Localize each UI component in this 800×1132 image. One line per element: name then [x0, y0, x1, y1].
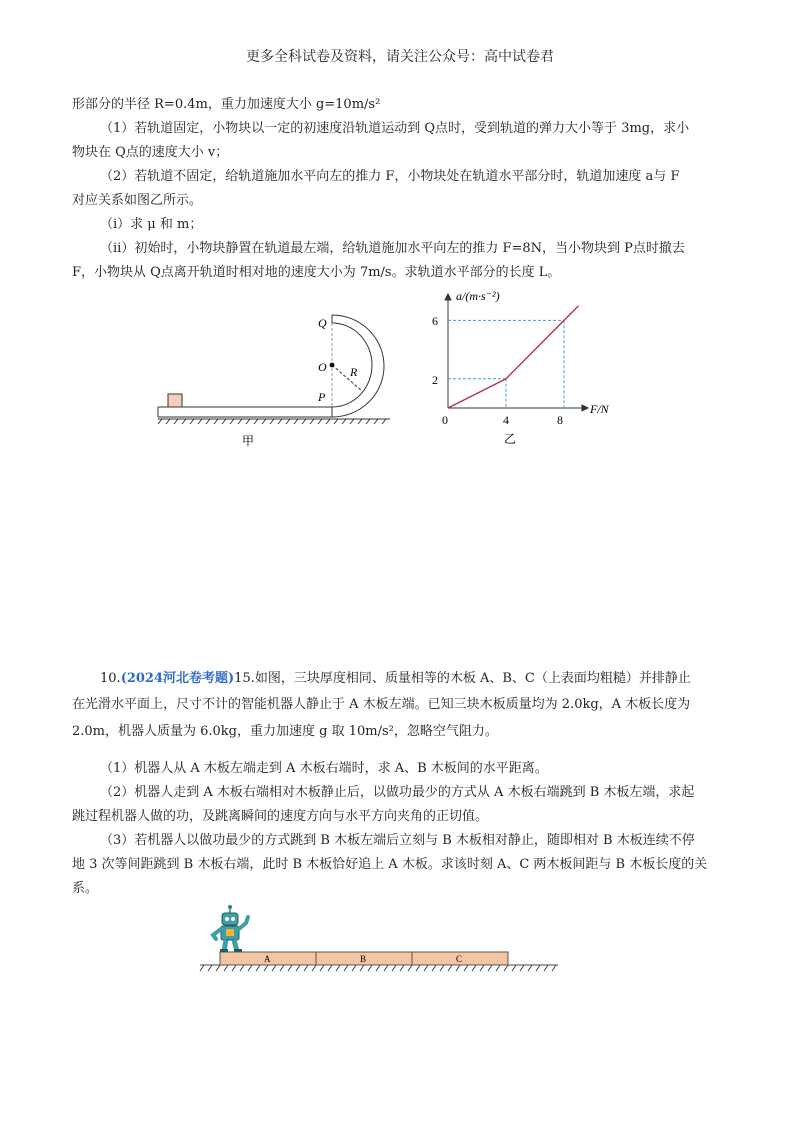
x-tick-4: 4 [503, 413, 509, 427]
caption-jia: 甲 [242, 434, 255, 448]
q10-line-7: （3）若机器人以做功最少的方式跳到 B 木板左端后立刻与 B 木板相对静止，随即相对 B 木板连续不停 [100, 833, 695, 848]
y-tick-2: 2 [432, 373, 438, 387]
board-C-label: C [456, 954, 463, 964]
q10-line-8: 地 3 次等间距跳到 B 木板右端，此时 B 木板恰好追上 A 木板。求该时刻 A、C 两木板间距与 B 木板长度的关 [72, 857, 708, 872]
x-tick-8: 8 [557, 413, 563, 427]
q9-line-4: 对应关系如图乙所示。 [72, 193, 203, 208]
caption-yi: 乙 [504, 432, 517, 446]
q10-line-4: （1）机器人从 A 木板左端走到 A 木板右端时，求 A、B 木板间的水平距离。 [100, 761, 548, 776]
q9-line-3: （2）若轨道不固定，给轨道施加水平向左的推力 F，小物块处在轨道水平部分时，轨道加速度 a与 F [100, 169, 680, 184]
y-axis-label: a/(m·s⁻²) [456, 289, 500, 303]
q9-line-6: （ii）初始时，小物块静置在轨道最左端，给轨道施加水平向左的推力 F=8N，当小物块到 P点时撤去 [100, 241, 685, 256]
figure-jia [150, 305, 400, 455]
ground-hatch [158, 419, 386, 424]
robot-icon [213, 905, 248, 952]
q10-line-6: 跳过程机器人做的功，及跳离瞬间的速度方向与水平方向夹角的正切值。 [72, 809, 489, 824]
center-point [330, 363, 335, 368]
small-block [168, 394, 182, 407]
q9-line-5: （i）求 μ 和 m； [100, 217, 203, 232]
figure-yi-chart [420, 282, 609, 452]
series-line-a-F [448, 306, 579, 408]
q9-line-0: 形部分的半径 R=0.4m，重力加速度大小 g=10m/s² [72, 97, 381, 112]
label-P: P [318, 390, 326, 404]
q10-stem-1: 15.如图，三块厚度相同、质量相等的木板 A、B、C（上表面均粗糙）并排静止 [234, 671, 691, 686]
label-R: R [350, 365, 358, 379]
board-A-label: A [264, 954, 271, 964]
x-axis-arrow [582, 405, 588, 411]
q10-source: (2024河北卷考题) [120, 671, 235, 686]
robot-ground-hatch [200, 965, 556, 971]
board-B-label: B [360, 954, 367, 964]
q9-line-2: 物块在 Q点的速度大小 v； [72, 145, 229, 160]
q10-line-1 [100, 670, 691, 688]
label-O: O [318, 360, 327, 374]
origin-label: 0 [442, 413, 448, 427]
y-tick-6: 6 [432, 314, 438, 328]
x-axis-label: F/N [590, 402, 609, 416]
q9-line-1: （1）若轨道固定，小物块以一定的初速度沿轨道运动到 Q点时，受到轨道的弹力大小等于 3mg，求小 [100, 121, 690, 136]
q10-line-5: （2）机器人走到 A 木板右端相对木板静止后，以做功最少的方式从 A 木板右端跳到 B 木板左端，求起 [100, 785, 695, 800]
q10-number: 10. [100, 671, 121, 686]
figure-robot-boards [196, 905, 566, 980]
page-header: 更多全科试卷及资料，请关注公众号：高中试卷君 [246, 49, 554, 65]
q10-line-3: 2.0m，机器人质量为 6.0kg，重力加速度 g 取 10m/s²，忽略空气阻力。 [72, 724, 498, 739]
y-axis-arrow [445, 294, 451, 300]
q10-line-9: 系。 [72, 881, 99, 896]
label-Q: Q [318, 316, 327, 330]
q9-line-7: F，小物块从 Q点离开轨道时相对地的速度大小为 7m/s。求轨道水平部分的长度 L。 [72, 265, 561, 280]
q10-line-2: 在光滑水平面上，尺寸不计的智能机器人静止于 A 木板左端。已知三块木板质量均为 2.0kg，A 木板长度为 [72, 697, 691, 712]
